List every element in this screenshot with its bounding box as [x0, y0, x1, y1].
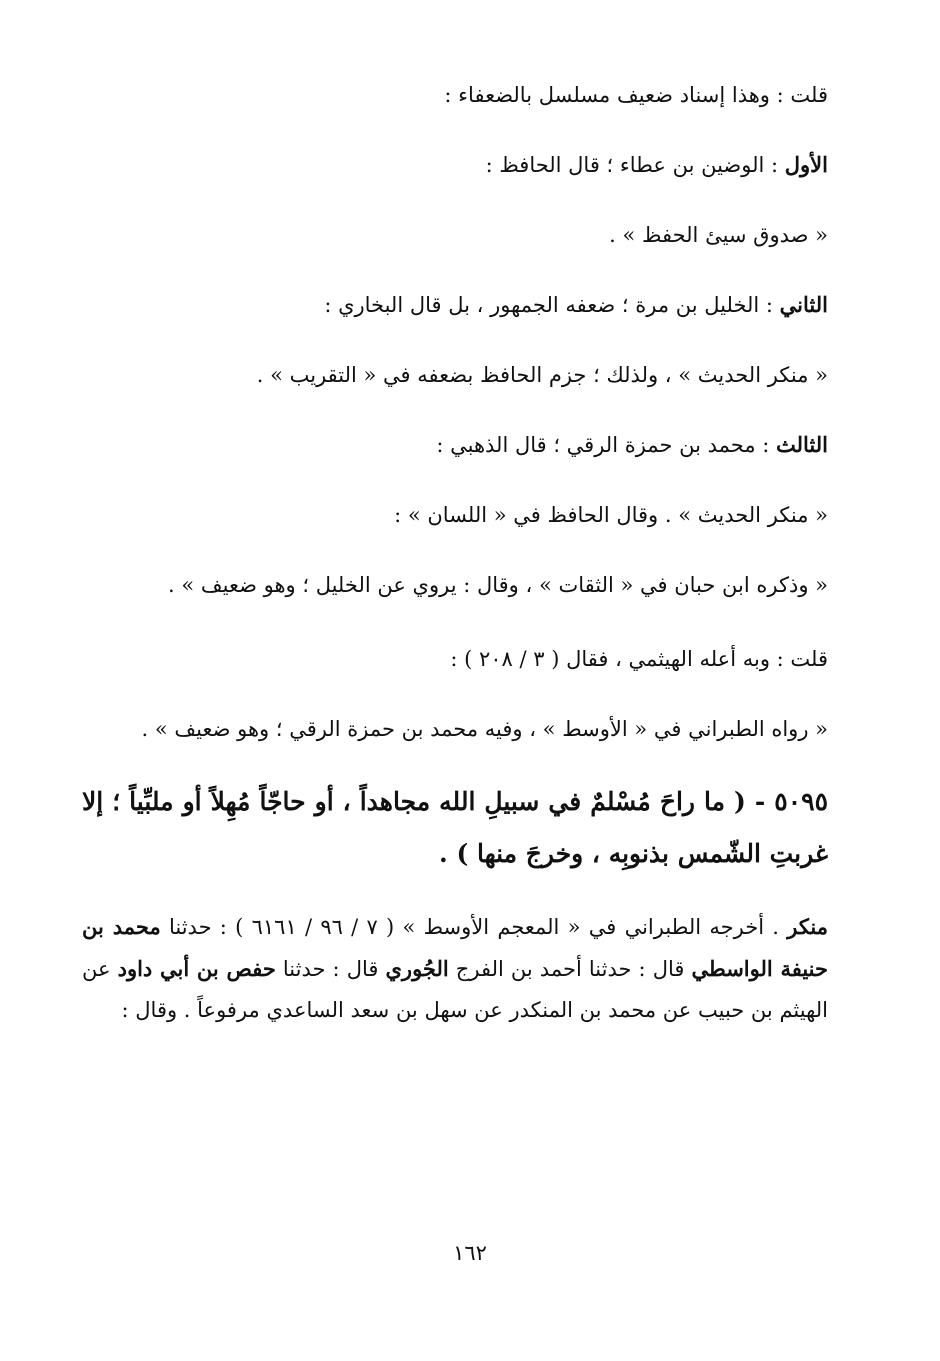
page-number: ١٦٢: [453, 1241, 487, 1265]
document-page: [82, 78, 828, 1308]
narrator-name-2: الجُوري: [385, 956, 449, 981]
paragraph-third-narrator: [82, 428, 828, 462]
hadith-heading: ٥٠٩٥ - ( ما راحَ مُسْلمٌ في سبيلِ الله مجاهداً ، أو حاجّاً مُهِلاً أو ملبِّياً ؛ إلا غربتِ الشّمس بذنوبِه ، وخرجَ منها ) .: [82, 787, 828, 868]
label-second: الثاني: [779, 292, 828, 317]
commentary-text-4: عن الهيثم بن حبيب عن محمد بن المنكدر عن سهل بن سعد الساعدي مرفوعاً . وقال :: [82, 957, 828, 1022]
label-third: الثالث: [776, 432, 828, 457]
narrator-name-3: حفص بن أبي داود: [117, 956, 276, 981]
label-first: الأول: [784, 152, 828, 177]
commentary-text-1: . أخرجه الطبراني في « المعجم الأوسط » ( ٧ / ٩٦ / ٦١٦١ ) : حدثنا: [160, 915, 788, 939]
first-narrator-text: : الوضين بن عطاء ؛ قال الحافظ :: [485, 153, 785, 177]
quote-second-narrator: « منكر الحديث » ، ولذلك ؛ جزم الحافظ بضعفه في « التقريب » .: [256, 363, 828, 387]
quote-tabarani: « رواه الطبراني في « الأوسط » ، وفيه محمد بن حمزة الرقي ؛ وهو ضعيف » .: [141, 717, 828, 741]
quote-third-narrator: « منكر الحديث » . وقال الحافظ في « اللسان » :: [394, 503, 828, 527]
hadith-commentary: [82, 906, 828, 1031]
paragraph-intro: قلت : وهذا إسناد ضعيف مسلسل بالضعفاء :: [444, 83, 828, 107]
narrator-name-1: محمد بن حنيفة الواسطي: [82, 914, 828, 981]
commentary-text-2: قال : حدثنا أحمد بن الفرج: [448, 957, 692, 981]
quote-first-narrator: « صدوق سيئ الحفظ » .: [609, 223, 828, 247]
paragraph-first-narrator: [82, 148, 828, 182]
paragraph-haythami: قلت : وبه أعله الهيثمي ، فقال ( ٣ / ٢٠٨ ) :: [450, 647, 828, 671]
second-narrator-text: : الخليل بن مرة ؛ ضعفه الجمهور ، بل قال البخاري :: [324, 293, 780, 317]
third-narrator-text: : محمد بن حمزة الرقي ؛ قال الذهبي :: [436, 433, 776, 457]
quote-ibn-hibban: « وذكره ابن حبان في « الثقات » ، وقال : يروي عن الخليل ؛ وهو ضعيف » .: [168, 573, 828, 597]
verdict-label: منكر: [787, 914, 829, 939]
paragraph-second-narrator: [82, 288, 828, 322]
commentary-text-3: قال : حدثنا: [275, 957, 386, 981]
